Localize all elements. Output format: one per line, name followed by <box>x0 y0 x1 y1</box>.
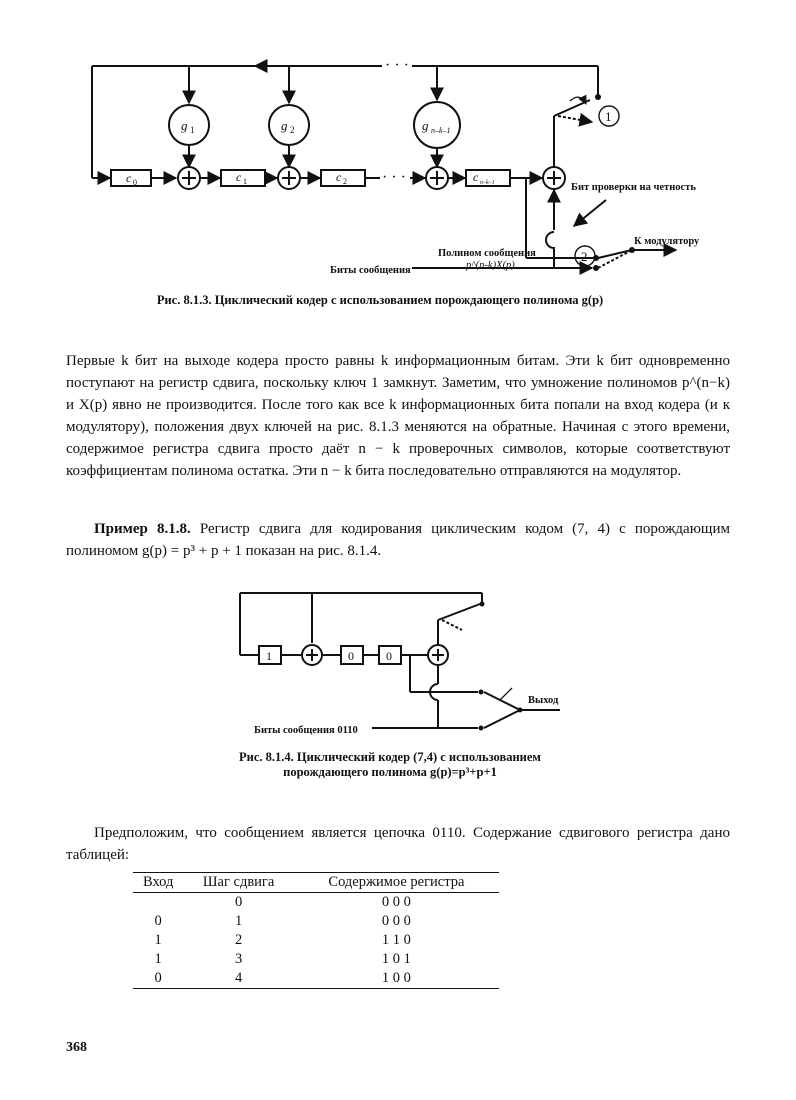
svg-text:2: 2 <box>290 125 295 135</box>
c1-label: c <box>236 170 242 184</box>
example-8-1-8 <box>66 518 730 562</box>
cn-label: c <box>473 170 479 184</box>
svg-text:n–k–1: n–k–1 <box>431 126 451 135</box>
table-row: 1 2 1 1 0 <box>154 932 411 948</box>
register-cell-1: 1 <box>266 649 272 663</box>
figure2-caption: Рис. 8.1.4. Циклический кодер (7,4) с использованием порождающего полинома g(p)=p³+p+1 <box>239 750 541 779</box>
header-step: Шаг сдвига <box>183 873 294 893</box>
figure-7-4-encoder <box>0 585 796 765</box>
example-title: Пример 8.1.8. <box>94 521 191 537</box>
g2-label: g <box>281 118 288 133</box>
message-poly-formula: p^(n-k)X(p) <box>466 260 515 271</box>
register-table <box>133 872 499 989</box>
page-number: 368 <box>66 1040 87 1055</box>
header-content: Содержимое регистра <box>294 873 499 893</box>
message-bits-label: Биты сообщения <box>330 265 411 276</box>
c0-label: c <box>126 171 132 185</box>
svg-text:1: 1 <box>190 125 195 135</box>
header-input: Вход <box>133 873 183 893</box>
register-cell-2: 0 <box>348 649 354 663</box>
svg-text:· · ·: · · · <box>382 169 406 186</box>
table-row: 0 4 1 0 0 <box>133 969 499 989</box>
switch1-label: 1 <box>605 109 612 124</box>
svg-text:2: 2 <box>343 177 347 186</box>
table-row: 1 3 1 0 1 <box>154 951 411 967</box>
paragraph-1-text: Первые k бит на выходе кодера просто равны k информационным битам. Эти k бит одновременно поступают на регистр сдвига, поскольку ключ 1 замкнут. Заметим, что умножение полиномов p^(n−k) и X(p) явно не производится. После того как все k информационных бита попали на вход кодера (и к модулятору), положения двух ключей на рис. 8.1.3 меняются на обратные. Начиная с этого времени, содержимое регистра сдвига просто даёт n − k проверочных символов, которые соответствуют коэффициентам полинома остатка. Эти n − k бита последовательно отправляются на модулятор. <box>66 353 730 479</box>
example-text: Регистр сдвига для кодирования циклическим кодом (7, 4) с порождающим полиномом g(p) = p³ + p + 1 показан на рис. 8.1.4. <box>66 521 730 559</box>
switch2-label: 2 <box>581 249 588 264</box>
figure-cyclic-encoder <box>0 0 796 300</box>
svg-text:0: 0 <box>133 178 137 187</box>
to-modulator-label: К модулятору <box>634 236 700 247</box>
paragraph-2-text: Предположим, что сообщением является цепочка 0110. Содержание сдвигового регистра дано таблицей: <box>66 825 730 863</box>
svg-text:1: 1 <box>243 177 247 186</box>
g1-label: g <box>181 118 188 133</box>
parity-bit-label: Бит проверки на четность <box>571 182 696 193</box>
paragraph-1 <box>66 350 730 482</box>
message-bits-0110-label: Биты сообщения 0110 <box>254 725 358 736</box>
message-poly-label: Полином сообщения <box>438 248 536 259</box>
figure1-caption: Рис. 8.1.3. Циклический кодер с использованием порождающего полинома g(p) <box>156 293 604 307</box>
output-label: Выход <box>528 695 559 706</box>
svg-text:· · ·: · · · <box>385 57 409 74</box>
gn-label: g <box>422 118 429 133</box>
c2-label: c <box>336 170 342 184</box>
register-cell-3: 0 <box>386 649 392 663</box>
table-row: 0 0 0 0 <box>234 894 411 910</box>
svg-text:n–k–1: n–k–1 <box>480 180 495 186</box>
table-row: 0 1 0 0 0 <box>154 913 411 929</box>
paragraph-2 <box>66 822 730 866</box>
